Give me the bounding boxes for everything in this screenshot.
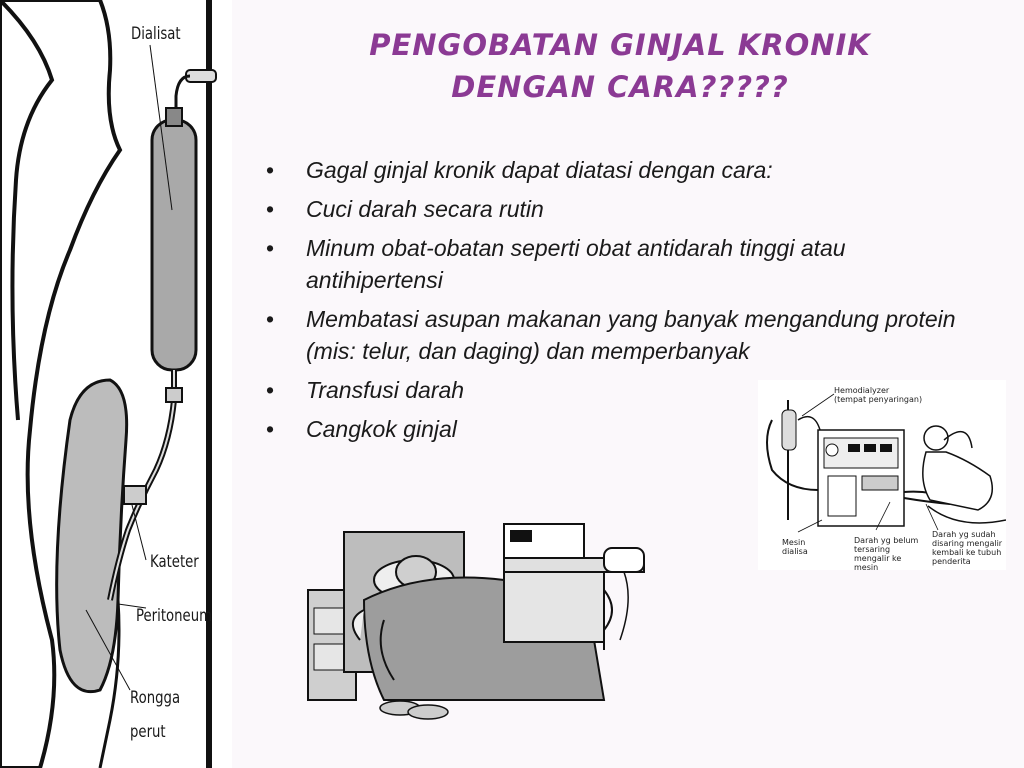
label-dialisat: Dialisat [131,24,181,44]
patient-bed-drawing [304,520,660,720]
hemodialysis-diagram [758,380,1006,570]
peritoneal-dialysis-illustration [0,0,232,768]
label-sudah-2: disaring mengalir [932,539,1003,548]
label-kateter: Kateter [150,552,199,572]
label-dialisa: dialisa [782,547,808,556]
bullet-item: • Gagal ginjal kronik dapat diatasi dengan cara: [262,154,962,186]
peritoneal-dialysis-drawing [0,0,232,768]
label-belum-4: mesin [854,563,879,572]
bullet-item: • Cuci darah secara rutin [262,193,962,225]
label-perut: perut [130,722,166,742]
bullet-item: • Minum obat-obatan seperti obat antidarah tinggi atau antihipertensi [262,232,956,296]
bullet-item: • Transfusi darah [262,374,962,406]
label-sudah-1: Darah yg sudah [932,530,996,539]
label-peritoneum: Peritoneum [136,606,213,626]
title-line-1: PENGOBATAN GINJAL KRONIK [369,28,871,62]
label-mesin: Mesin [782,538,806,547]
label-sudah-3: kembali ke tubuh [932,548,1002,557]
bullet-item: • Cangkok ginjal [262,413,962,445]
label-rongga: Rongga [130,688,181,708]
label-tempat: (tempat penyaringan) [834,395,923,404]
label-sudah-4: penderita [932,557,971,566]
label-belum-3: mengalir ke [854,554,902,563]
slide-title [300,24,940,108]
bullet-item: • Membatasi asupan makanan yang banyak mengandung protein (mis: telur, dan daging) dan memperbanyak [262,303,966,367]
title-line-2: DENGAN CARA????? [451,70,789,104]
patient-bed-illustration [304,520,660,720]
label-belum-1: Darah yg belum [854,536,919,545]
label-hemodialyzer: Hemodialyzer [834,386,890,395]
label-belum-2: tersaring [854,545,891,554]
